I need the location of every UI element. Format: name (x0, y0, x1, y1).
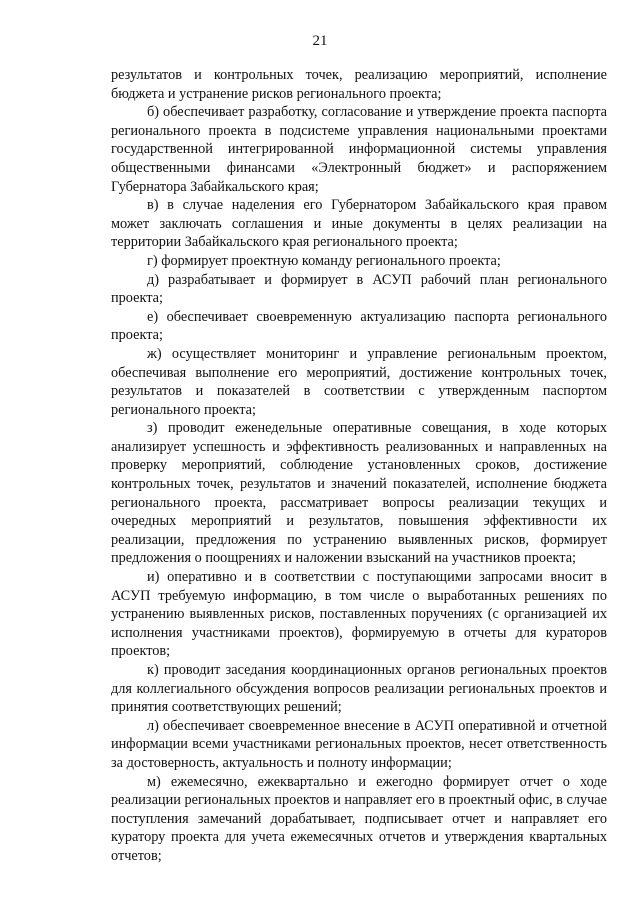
paragraph-item-v: в) в случае наделения его Губернатором Забайкальского края правом может заключать соглашения и иные документы в целях реализации на территории Забайкальского края регионального проекта; (111, 197, 607, 251)
document-body (111, 66, 607, 866)
paragraph-item-d: д) разрабатывает и формирует в АСУП рабочий план регионального проекта; (111, 271, 607, 307)
paragraph-item-i: и) оперативно и в соответствии с поступающими запросами вносит в АСУП требуемую информацию, в том числе о выработанных решениях по устранению выявленных рисков, поставленных поручениях (с организацией их исполнения участниками проектов), формируемую в отчеты для кураторов проектов; (111, 569, 607, 660)
paragraph-item-m: м) ежемесячно, ежеквартально и ежегодно формирует отчет о ходе реализации региональных проектов и направляет его в проектный офис, в случае поступления замечаний дорабатывает, подписывает отчет и направляет его куратору проекта для учета ежемесячных отчетов и утверждения квартальных отчетов; (111, 773, 607, 864)
page-number: 21 (312, 33, 328, 49)
paragraph-item-k: к) проводит заседания координационных органов региональных проектов для коллегиального обсуждения вопросов реализации региональных проектов и принятия соответствующих решений; (111, 662, 607, 716)
paragraph-item-zh: ж) осуществляет мониторинг и управление региональным проектом, обеспечивая выполнение его мероприятий, достижение контрольных точек, результатов и показателей в соответствии с утвержденным паспортом регионального проекта; (111, 345, 607, 418)
paragraph-item-b: б) обеспечивает разработку, согласование и утверждение проекта паспорта регионального проекта в подсистеме управления национальными проектами государственной интегрированной информационной системы управления общественными финансами «Электронный бюджет» и распоряжением Губернатора Забайкальского края; (111, 104, 607, 195)
paragraph-continuation: результатов и контрольных точек, реализацию мероприятий, исполнение бюджета и устранение рисков регионального проекта; (111, 67, 607, 102)
paragraph-item-g: г) формирует проектную команду регионального проекта; (147, 252, 501, 269)
paragraph-item-z: з) проводит еженедельные оперативные совещания, в ходе которых анализирует успешность и эффективность реализованных и направленных на проверку мероприятий, соблюдение установленных сроков, достижение контрольных точек, результатов и значений показателей, исполнение бюджета регионального проекта, рассматривает вопросы реализации текущих и очередных мероприятий и результатов, повышения эффективности их реализации, предложения по устранению выявленных рисков, формирует предложения о поощрениях и наложении взысканий на участников проекта; (111, 420, 607, 567)
paragraph-item-e: е) обеспечивает своевременную актуализацию паспорта регионального проекта; (111, 308, 607, 344)
paragraph-item-l: л) обеспечивает своевременное внесение в АСУП оперативной и отчетной информации всеми участниками региональных проектов, несет ответственность за достоверность, актуальность и полноту информации; (111, 717, 607, 771)
